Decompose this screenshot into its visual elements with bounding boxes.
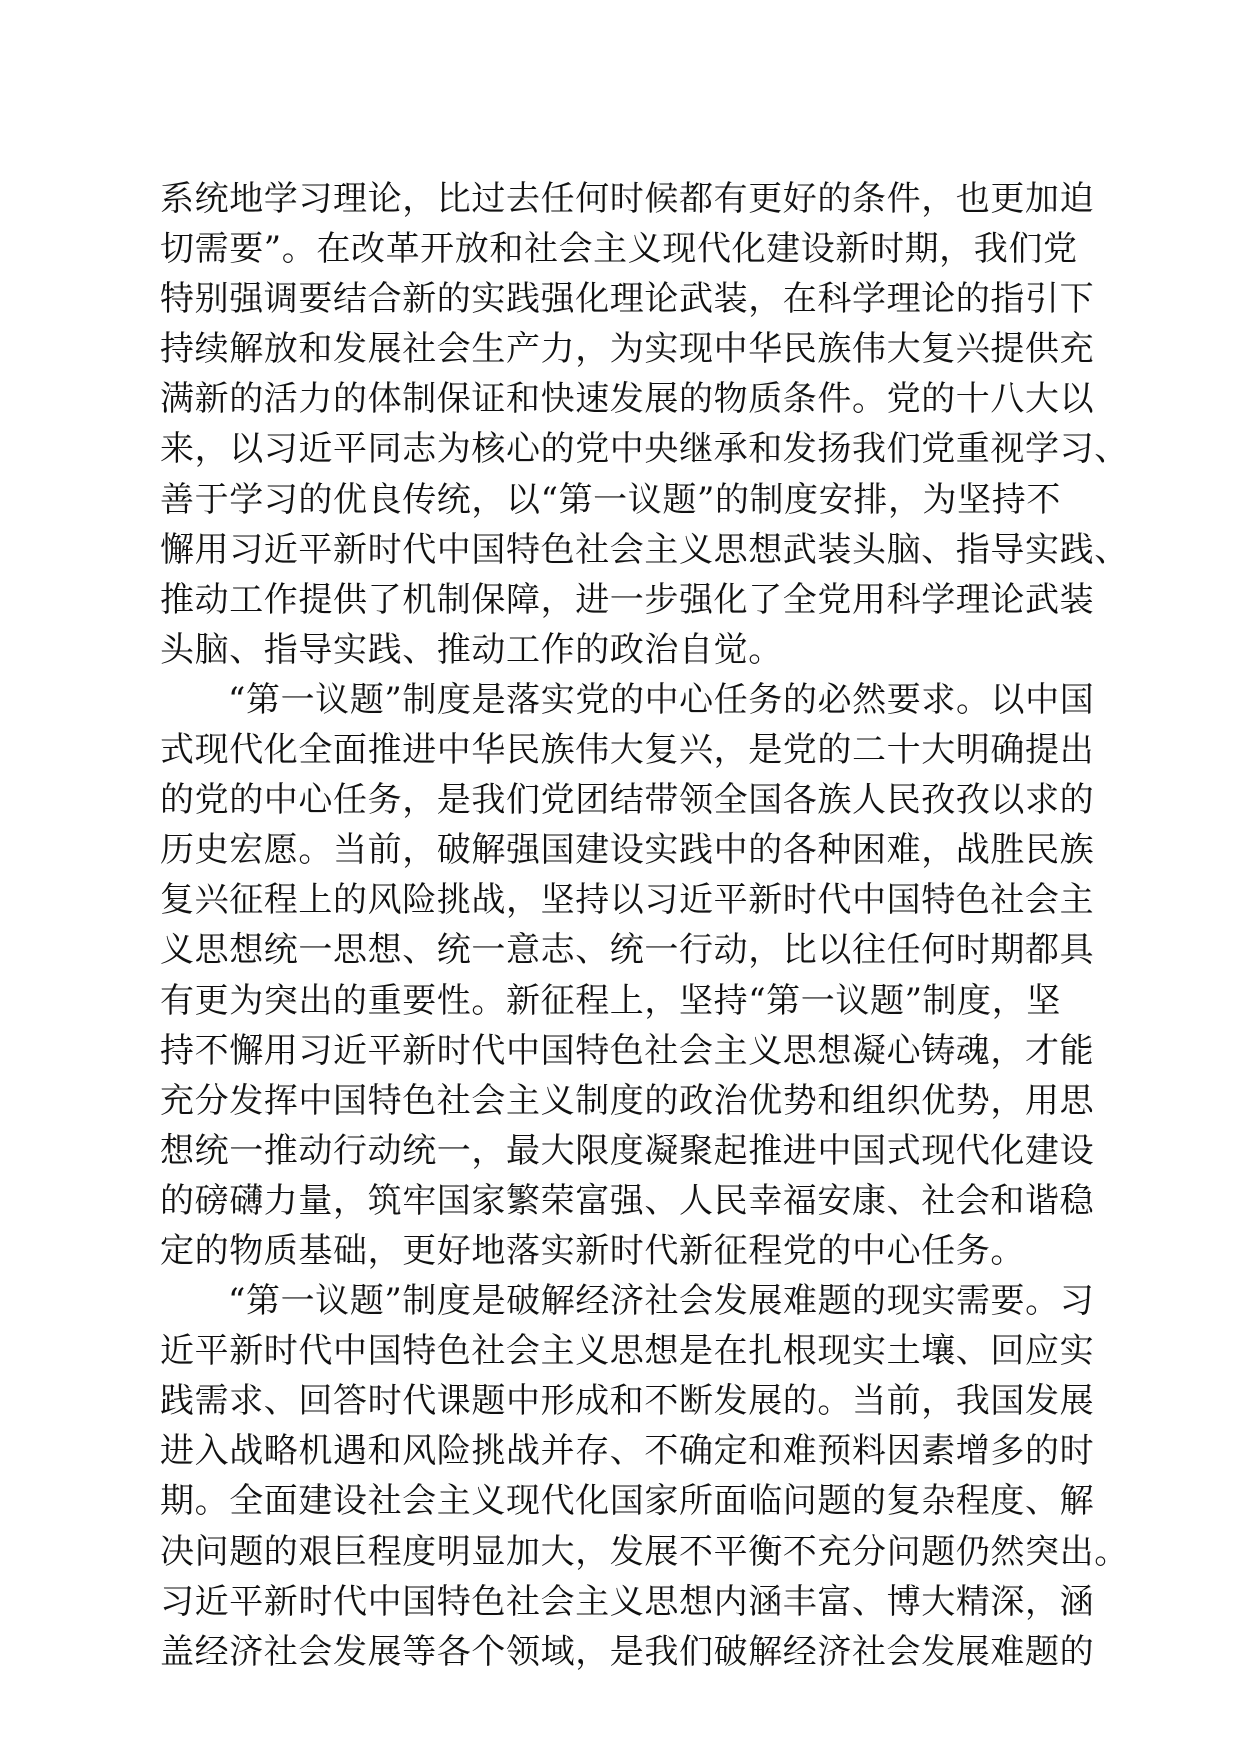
text-line: 善于学习的优良传统，以“第一议题”的制度安排，为坚持不: [160, 479, 1061, 520]
paragraph-first-line: “第一议题”制度是破解经济社会发展难题的现实需要。习: [228, 1281, 1095, 1322]
text-line: 式现代化全面推进中华民族伟大复兴，是党的二十大明确提出: [160, 730, 1095, 771]
text-line: 推动工作提供了机制保障，进一步强化了全党用科学理论武装: [160, 579, 1095, 620]
text-line: 的党的中心任务，是我们党团结带领全国各族人民孜孜以求的: [160, 780, 1095, 821]
text-line: 近平新时代中国特色社会主义思想是在扎根现实土壤、回应实: [160, 1331, 1095, 1372]
text-line: 特别强调要结合新的实践强化理论武装，在科学理论的指引下: [160, 279, 1095, 320]
text-line: 系统地学习理论，比过去任何时候都有更好的条件，也更加迫: [160, 179, 1095, 219]
text-line: 来，以习近平同志为核心的党中央继承和发扬我们党重视学习、: [160, 429, 1129, 470]
text-line: 切需要”。在改革开放和社会主义现代化建设新时期，我们党: [160, 229, 1078, 270]
text-line: 的磅礴力量，筑牢国家繁荣富强、人民幸福安康、社会和谐稳: [160, 1180, 1095, 1221]
body-text: [160, 174, 1129, 1677]
text-line: 满新的活力的体制保证和快速发展的物质条件。党的十八大以: [160, 379, 1095, 420]
text-line: 定的物质基础，更好地落实新时代新征程党的中心任务。: [160, 1230, 1025, 1271]
text-line: 期。全面建设社会主义现代化国家所面临问题的复杂程度、解: [160, 1481, 1095, 1522]
text-line: 历史宏愿。当前，破解强国建设实践中的各种困难，战胜民族: [160, 830, 1095, 871]
paragraph-first-line: “第一议题”制度是落实党的中心任务的必然要求。以中国: [228, 679, 1095, 720]
text-line: 有更为突出的重要性。新征程上，坚持“第一议题”制度，坚: [160, 980, 1061, 1021]
text-line: 践需求、回答时代课题中形成和不断发展的。当前，我国发展: [160, 1381, 1095, 1422]
text-line: 懈用习近平新时代中国特色社会主义思想武装头脑、指导实践、: [160, 529, 1129, 570]
text-line: 复兴征程上的风险挑战，坚持以习近平新时代中国特色社会主: [160, 880, 1095, 921]
text-line: 决问题的艰巨程度明显加大，发展不平衡不充分问题仍然突出。: [160, 1531, 1129, 1572]
text-line: 持不懈用习近平新时代中国特色社会主义思想凝心铸魂，才能: [160, 1030, 1095, 1071]
text-line: 盖经济社会发展等各个领域，是我们破解经济社会发展难题的: [160, 1631, 1095, 1672]
text-line: 头脑、指导实践、推动工作的政治自觉。: [160, 629, 783, 670]
text-line: 想统一推动行动统一，最大限度凝聚起推进中国式现代化建设: [160, 1130, 1095, 1171]
text-line: 持续解放和发展社会生产力，为实现中华民族伟大复兴提供充: [160, 329, 1095, 370]
text-line: 习近平新时代中国特色社会主义思想内涵丰富、博大精深，涵: [160, 1581, 1095, 1622]
text-line: 充分发挥中国特色社会主义制度的政治优势和组织优势，用思: [160, 1080, 1095, 1121]
text-line: 义思想统一思想、统一意志、统一行动，比以往任何时期都具: [160, 930, 1095, 971]
text-line: 进入战略机遇和风险挑战并存、不确定和难预料因素增多的时: [160, 1431, 1095, 1472]
